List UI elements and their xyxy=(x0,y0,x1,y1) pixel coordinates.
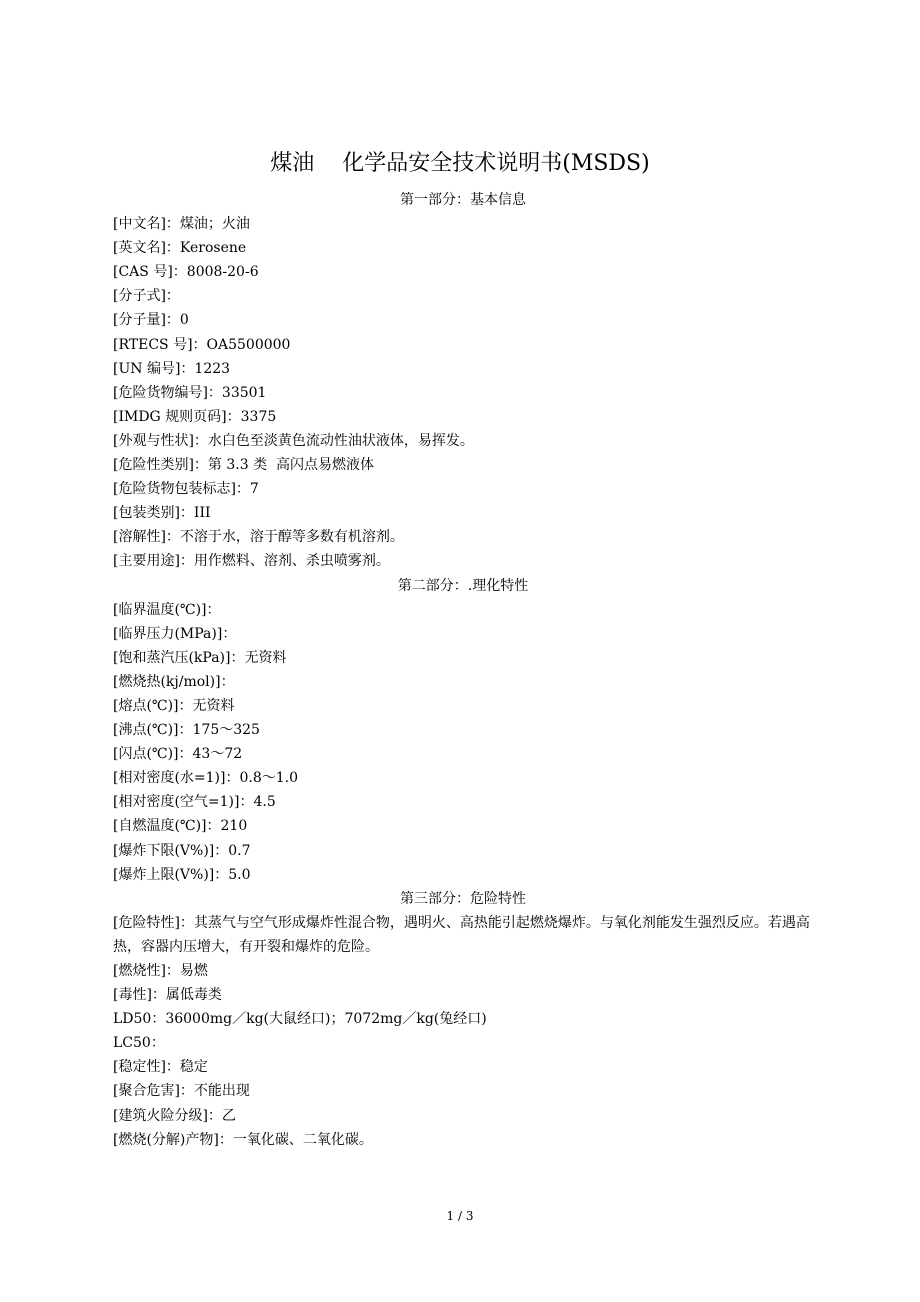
field-flash-point: [闪点(℃)]：43～72 xyxy=(113,746,243,763)
field-cas-number: [CAS 号]：8008-20-6 xyxy=(113,264,259,281)
field-heat-of-combustion: [燃烧热(kj/mol)]： xyxy=(113,673,235,690)
field-hazard-characteristics: [危险特性]：其蒸气与空气形成爆炸性混合物，遇明火、高热能引起燃烧爆炸。与氧化剂能发生强烈反应。若遇高热，容器内压增大，有开裂和爆炸的危险。 xyxy=(113,914,810,955)
document-body xyxy=(113,188,813,1152)
field-upper-explosive-limit: [爆炸上限(V%)]：5.0 xyxy=(113,866,251,883)
field-appearance: [外观与性状]：水白色至淡黄色流动性油状液体，易挥发。 xyxy=(113,432,474,449)
field-flammability: [燃烧性]：易燃 xyxy=(113,963,208,979)
field-hazard-class: [危险性类别]：第 3.3 类 高闪点易燃液体 xyxy=(113,457,374,474)
field-polymerization-hazard: [聚合危害]：不能出现 xyxy=(113,1083,250,1100)
field-lc50: LC50： xyxy=(113,1035,165,1052)
field-fire-risk-class: [建筑火险分级]：乙 xyxy=(113,1107,236,1124)
field-relative-density-water: [相对密度(水=1)]：0.8～1.0 xyxy=(113,770,299,787)
section-heading: 第三部分：危险特性 xyxy=(400,890,526,907)
field-packaging-group: [包装类别]：III xyxy=(113,505,211,522)
field-solubility: [溶解性]：不溶于水，溶于醇等多数有机溶剂。 xyxy=(113,529,404,546)
field-un-number: [UN 编号]：1223 xyxy=(113,360,231,377)
field-lower-explosive-limit: [爆炸下限(V%)]：0.7 xyxy=(113,842,251,859)
field-critical-pressure: [临界压力(MPa)]： xyxy=(113,625,237,642)
field-dangerous-goods-number: [危险货物编号]：33501 xyxy=(113,384,267,401)
field-boiling-point: [沸点(℃)]：175～325 xyxy=(113,722,260,739)
field-main-use: [主要用途]：用作燃料、溶剂、杀虫喷雾剂。 xyxy=(113,553,390,570)
page-number: 1 / 3 xyxy=(446,1209,474,1223)
field-rtecs-number: [RTECS 号]：OA5500000 xyxy=(113,336,291,353)
field-packaging-label: [危险货物包装标志]：7 xyxy=(113,481,259,498)
field-molecular-formula: [分子式]： xyxy=(113,288,180,305)
field-molecular-weight: [分子量]：0 xyxy=(113,312,189,329)
section-heading: 第一部分：基本信息 xyxy=(400,192,526,208)
field-ld50: LD50：36000mg／kg(大鼠经口)；7072mg／kg(兔经口) xyxy=(113,1011,487,1028)
field-stability: [稳定性]：稳定 xyxy=(113,1059,208,1076)
field-vapor-pressure: [饱和蒸汽压(kPa)]：无资料 xyxy=(113,649,287,666)
field-melting-point: [熔点(℃)]：无资料 xyxy=(113,697,235,714)
field-relative-density-air: [相对密度(空气=1)]：4.5 xyxy=(113,794,276,811)
field-toxicity: [毒性]：属低毒类 xyxy=(113,987,222,1004)
field-imdg-page: [IMDG 规则页码]：3375 xyxy=(113,408,277,425)
field-combustion-products: [燃烧(分解)产物]：一氧化碳、二氧化碳。 xyxy=(113,1131,373,1148)
field-chinese-name: [中文名]：煤油；火油 xyxy=(113,216,250,233)
document-title: 煤油 化学品安全技术说明书(MSDS) xyxy=(270,151,650,176)
field-english-name: [英文名]：Kerosene xyxy=(113,240,247,257)
field-autoignition-temperature: [自燃温度(℃)]：210 xyxy=(113,818,248,835)
section-heading: 第二部分：.理化特性 xyxy=(397,577,529,594)
field-critical-temperature: [临界温度(℃)]： xyxy=(113,601,221,618)
